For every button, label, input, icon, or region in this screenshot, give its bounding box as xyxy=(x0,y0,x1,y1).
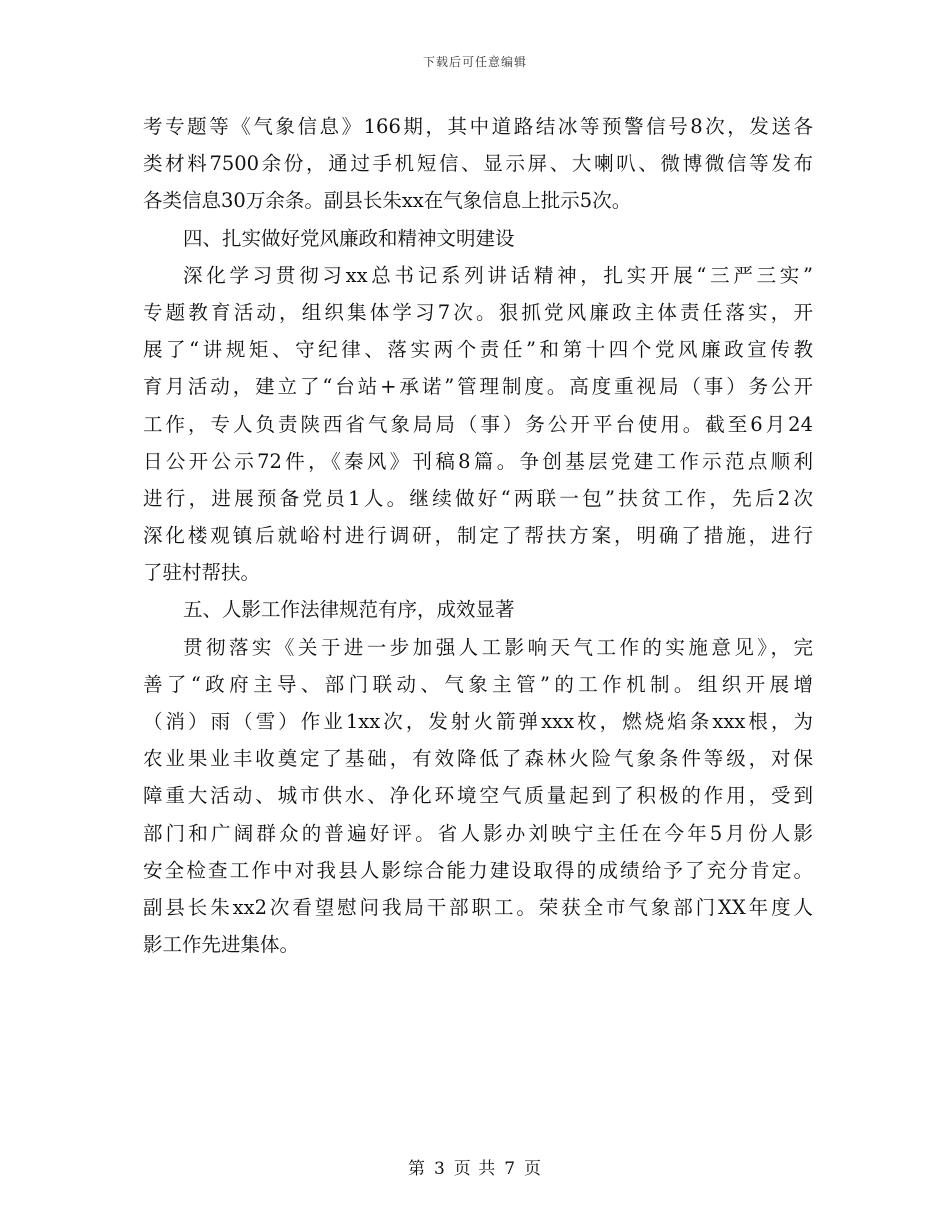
text-line: （消）雨（雪）作业1xx次，发射火箭弹xxx枚，燃烧焰条xxx根，为 xyxy=(143,710,813,733)
text-line: 深化学习贯彻习xx总书记系列讲话精神，扎实开展“三严三实” xyxy=(183,263,813,287)
text-line: 贯彻落实《关于进一步加强人工影响天气工作的实施意见》，完 xyxy=(183,635,813,659)
text-line: 农业果业丰收奠定了基础，有效降低了森林火险气象条件等级，对保 xyxy=(143,747,813,771)
heading-text: 五、人影工作法律规范有序，成效显著 xyxy=(183,598,515,622)
text-line: 进行，进展预备党员1人。继续做好“两联一包”扶贫工作，先后2次 xyxy=(143,486,813,510)
page-number: 3 xyxy=(433,1159,446,1179)
page-label-prefix: 第 xyxy=(407,1159,426,1179)
text-line: 善了“政府主导、部门联动、气象主管”的工作机制。组织开展增 xyxy=(143,672,813,696)
header-note: 下载后可任意编辑 xyxy=(422,55,527,69)
page-footer xyxy=(0,1154,950,1179)
page-total: 7 xyxy=(504,1159,517,1179)
text-line: 考专题等《气象信息》166期，其中道路结冰等预警信号8次，发送各 xyxy=(143,115,813,138)
text-line: 育月活动，建立了“台站+承诺”管理制度。高度重视局（事）务公开 xyxy=(143,375,813,399)
paragraph xyxy=(143,108,813,220)
text-line: 各类信息30万余条。副县长朱xx在气象信息上批示5次。 xyxy=(143,189,632,213)
paragraph xyxy=(143,629,813,964)
text-line: 深化楼观镇后就峪村进行调研，制定了帮扶方案，明确了措施，进行 xyxy=(143,524,813,548)
text-line: 障重大活动、城市供水、净化环境空气质量起到了积极的作用，受到 xyxy=(143,784,813,808)
text-line: 了驻村帮扶。 xyxy=(143,561,261,585)
page-label-mid: 页 共 xyxy=(453,1159,497,1179)
heading-text: 四、扎实做好党风廉政和精神文明建设 xyxy=(183,226,515,250)
section-heading xyxy=(143,591,813,628)
text-line: 安全检查工作中对我县人影综合能力建设取得的成绩给予了充分肯定。 xyxy=(143,858,813,882)
page-label-suffix: 页 xyxy=(524,1159,543,1179)
section-heading xyxy=(143,220,813,257)
text-line: 展了“讲规矩、守纪律、落实两个责任”和第十四个党风廉政宣传教 xyxy=(143,338,813,362)
text-line: 日公开公示72件，《秦风》刊稿8篇。争创基层党建工作示范点顺利 xyxy=(143,449,813,473)
text-line: 类材料7500余份，通过手机短信、显示屏、大喇叭、微博微信等发布 xyxy=(143,152,813,176)
text-line: 工作，专人负责陕西省气象局局（事）务公开平台使用。截至6月24 xyxy=(143,412,813,436)
text-line: 副县长朱xx2次看望慰问我局干部职工。荣获全市气象部门XX年度人 xyxy=(143,895,813,919)
text-line: 专题教育活动，组织集体学习7次。狠抓党风廉政主体责任落实，开 xyxy=(143,300,813,324)
text-line: 影工作先进集体。 xyxy=(143,933,300,957)
paragraph xyxy=(143,257,813,592)
document-body xyxy=(143,108,813,963)
text-line: 部门和广阔群众的普遍好评。省人影办刘映宁主任在今年5月份人影 xyxy=(143,821,813,845)
